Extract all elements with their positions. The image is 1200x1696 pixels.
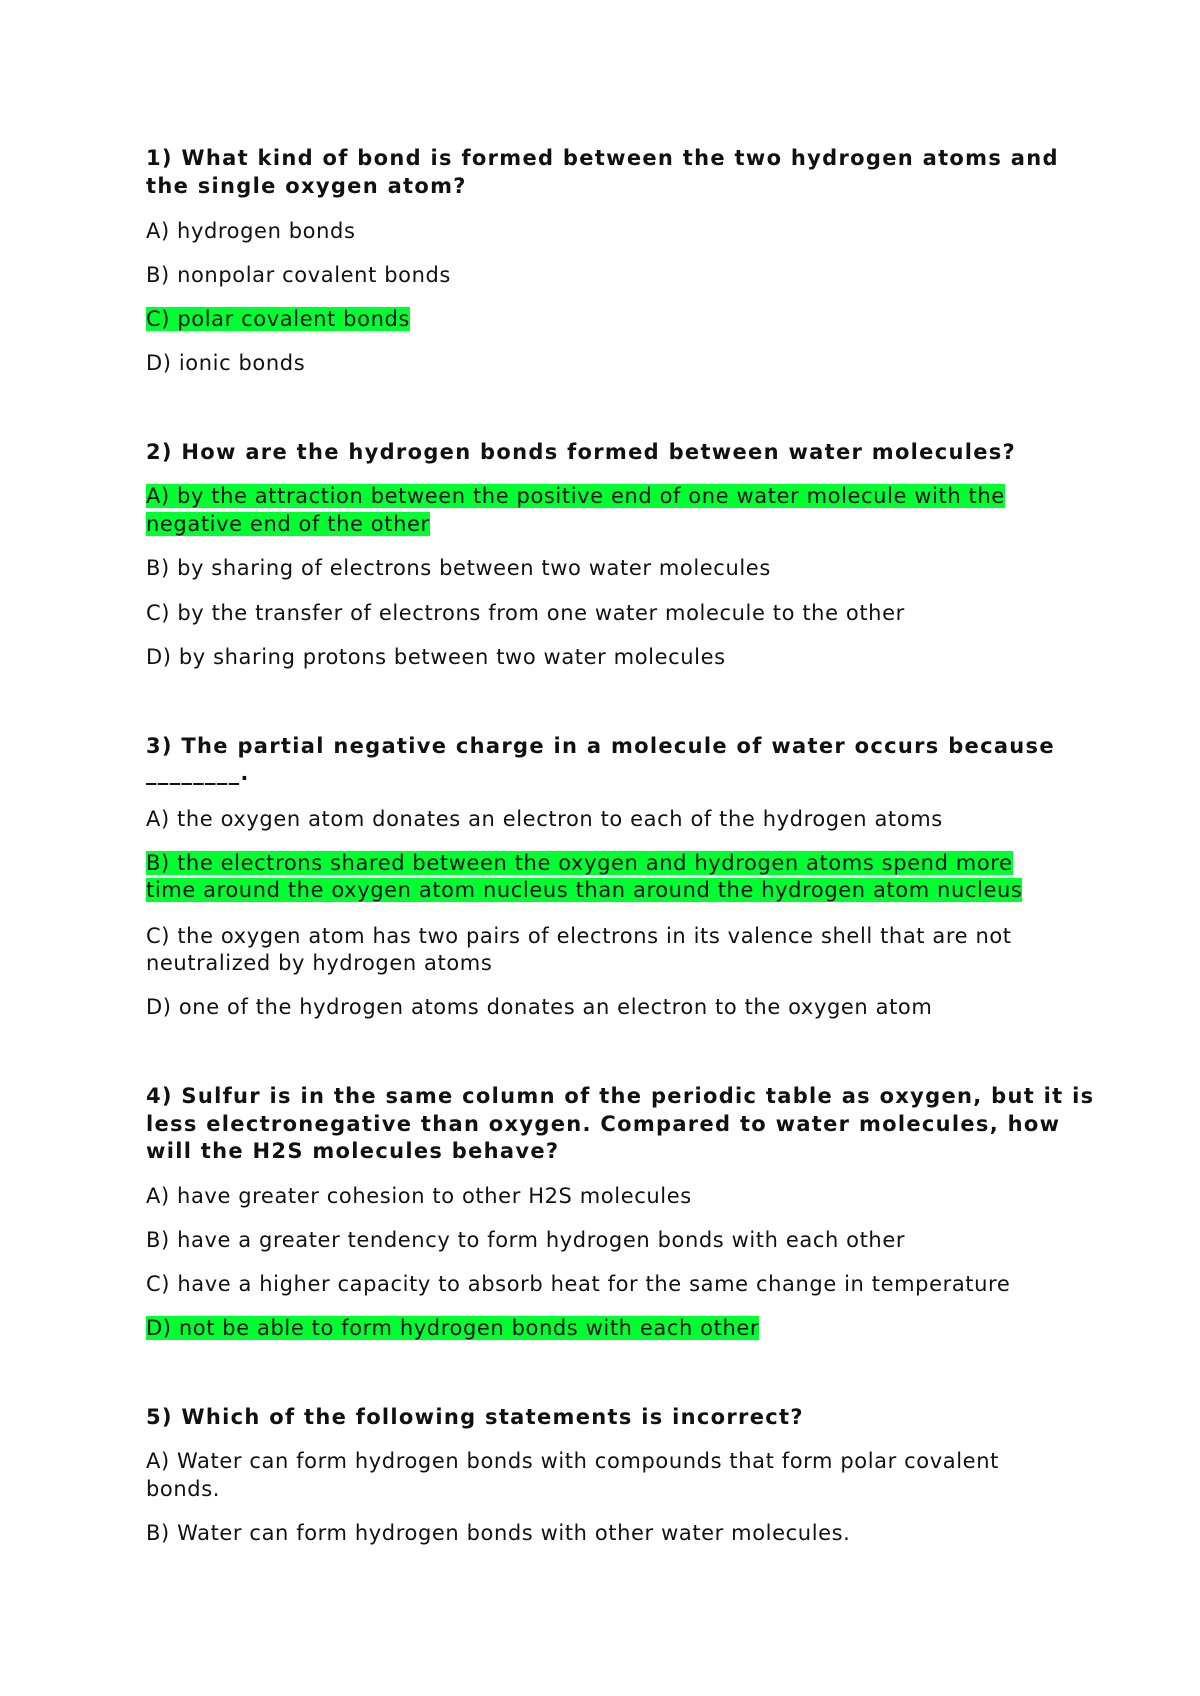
question-3-text: 3) The partial negative charge in a molecule of water occurs because bbox=[146, 734, 1055, 758]
question-1-text: 1) What kind of bond is formed between the two hydrogen atoms and bbox=[146, 146, 1059, 170]
question-4-option-c: C) have a higher capacity to absorb heat for the same change in temperature bbox=[146, 1272, 1011, 1296]
answer-highlight: B) the electrons shared between the oxygen and hydrogen atoms spend more bbox=[146, 851, 1013, 875]
answer-highlight: time around the oxygen atom nucleus than around the hydrogen atom nucleus bbox=[146, 878, 1023, 902]
question-4-text: will the H2S molecules behave? bbox=[146, 1139, 560, 1163]
question-5-option-a: bonds. bbox=[146, 1477, 221, 1501]
question-2-option-a-correct bbox=[146, 510, 430, 538]
answer-highlight: C) polar covalent bonds bbox=[146, 307, 410, 331]
question-4-option-d-correct bbox=[146, 1314, 759, 1342]
question-1-option-d: D) ionic bonds bbox=[146, 351, 306, 375]
question-2-text: 2) How are the hydrogen bonds formed between water molecules? bbox=[146, 440, 1017, 464]
question-5-text: 5) Which of the following statements is incorrect? bbox=[146, 1405, 804, 1429]
question-1-option-b: B) nonpolar covalent bonds bbox=[146, 263, 451, 287]
question-4-option-b: B) have a greater tendency to form hydrogen bonds with each other bbox=[146, 1228, 906, 1252]
question-3-option-b-correct bbox=[146, 849, 1013, 877]
question-3-option-c: C) the oxygen atom has two pairs of electrons in its valence shell that are not bbox=[146, 924, 1012, 948]
question-1-option-c-correct bbox=[146, 305, 410, 333]
question-4-option-a: A) have greater cohesion to other H2S molecules bbox=[146, 1184, 692, 1208]
question-5-option-b: B) Water can form hydrogen bonds with other water molecules. bbox=[146, 1521, 851, 1545]
question-3-option-b-correct bbox=[146, 876, 1022, 904]
question-1-text: the single oxygen atom? bbox=[146, 174, 467, 198]
question-4-text: 4) Sulfur is in the same column of the periodic table as oxygen, but it is bbox=[146, 1084, 1095, 1108]
question-5-option-a: A) Water can form hydrogen bonds with compounds that form polar covalent bbox=[146, 1449, 999, 1473]
answer-highlight: D) not be able to form hydrogen bonds with each other bbox=[146, 1316, 760, 1340]
answer-highlight: A) by the attraction between the positive end of one water molecule with the bbox=[146, 484, 1005, 508]
question-4-text: less electronegative than oxygen. Compared to water molecules, how bbox=[146, 1112, 1061, 1136]
answer-highlight: negative end of the other bbox=[146, 512, 430, 536]
question-3-option-d: D) one of the hydrogen atoms donates an electron to the oxygen atom bbox=[146, 995, 933, 1019]
question-3-option-c: neutralized by hydrogen atoms bbox=[146, 951, 493, 975]
question-2-option-d: D) by sharing protons between two water molecules bbox=[146, 645, 726, 669]
question-3-option-a: A) the oxygen atom donates an electron to each of the hydrogen atoms bbox=[146, 807, 943, 831]
question-2-option-b: B) by sharing of electrons between two water molecules bbox=[146, 556, 771, 580]
question-1-option-a: A) hydrogen bonds bbox=[146, 219, 356, 243]
question-2-option-a-correct bbox=[146, 482, 1005, 510]
question-3-text: ________. bbox=[146, 761, 250, 785]
question-2-option-c: C) by the transfer of electrons from one water molecule to the other bbox=[146, 601, 905, 625]
